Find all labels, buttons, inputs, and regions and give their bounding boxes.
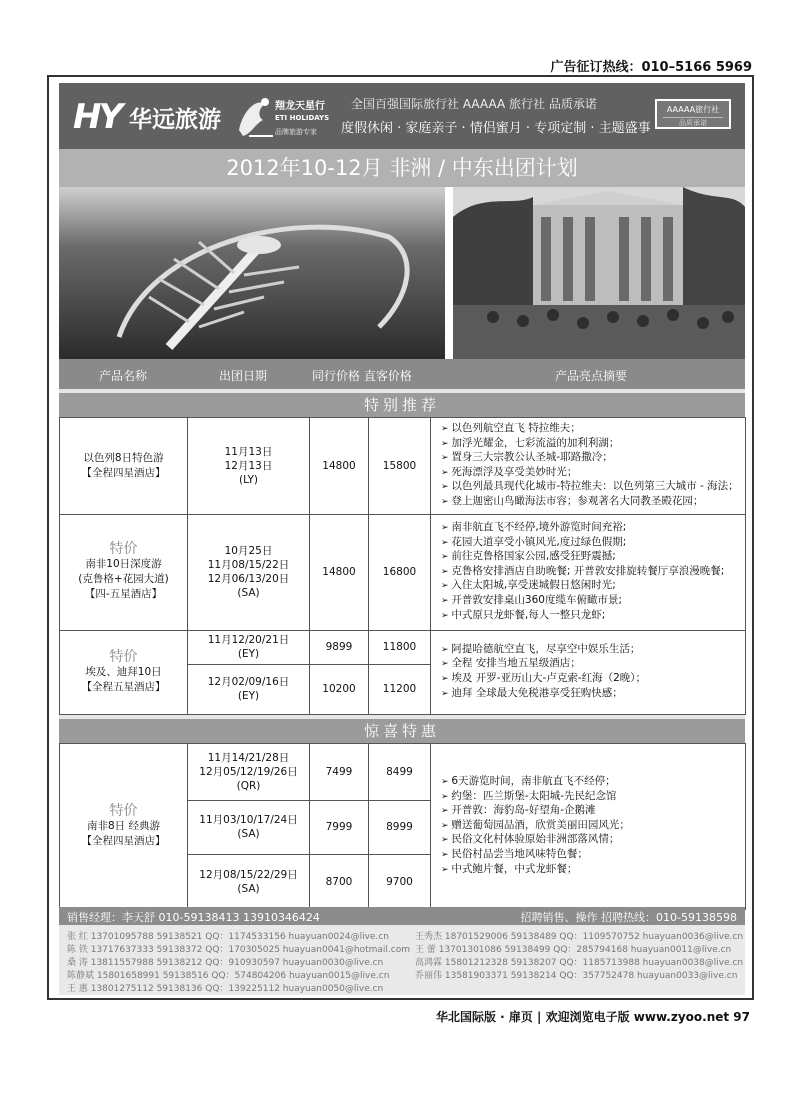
huayuan-logo-text: 华远旅游 (129, 107, 221, 133)
product-name-line: 【四-五星酒店】 (84, 588, 163, 601)
highlight-item: ➢ 迪拜 全球最大免税港享受狂购快感； (441, 687, 739, 702)
trade-price: 7999 (310, 800, 369, 854)
highlight-item: ➢ 加浮光耀金，七彩流溢的加利利湖； (441, 437, 739, 452)
tour-grid (59, 743, 746, 910)
palm-island-photo (59, 187, 445, 359)
product-name (60, 514, 188, 630)
departure-date-line: (SA) (237, 882, 260, 895)
tour-sections (59, 389, 745, 910)
slogan-line-1: 全国百强国际旅行社 AAAAA 旅行社 品质承诺 (351, 97, 597, 111)
retail-price: 11200 (369, 664, 431, 714)
product-highlights (431, 418, 746, 515)
highlight-item: ➢ 民俗村品尝当地风味特色餐； (441, 848, 739, 863)
product-name-line: 南非10日深度游 (85, 558, 162, 571)
staff-contact: 高鸿霖 15801212328 59138207 QQ：1185713988 huayuan0038@live.cn (415, 958, 744, 968)
product-name-line: (克鲁格+花园大道) (78, 573, 169, 586)
departure-dates (188, 418, 310, 515)
staff-contact: 王 蕾 13701301086 59138499 QQ：285794168 huayuan0011@live.cn (415, 945, 732, 955)
photo-strip (59, 187, 745, 359)
departure-date-line: 11月13日 (224, 445, 273, 458)
departure-date-line: 11月14/21/28日 (207, 751, 290, 764)
highlight-item: ➢ 约堡：匹兰斯堡-太阳城-先民纪念馆 (441, 790, 739, 805)
product-name-line: 【全程五星酒店】 (81, 680, 166, 693)
table-row (60, 743, 746, 800)
highlight-item: ➢ 南非航直飞不经停,境外游览时间充裕; (441, 521, 739, 536)
ad-hotline: 广告征订热线：010–5166 5969 (550, 60, 752, 75)
product-name (60, 743, 188, 909)
highlight-item: ➢ 克鲁格安排酒店自助晚餐; 开普敦安排旋转餐厅享浪漫晚餐; (441, 565, 739, 580)
brand-banner (59, 83, 745, 149)
highlight-item: ➢ 登上迦密山鸟瞰海法市容；参观著名大同教圣殿花园； (441, 495, 739, 510)
departure-dates (188, 800, 310, 854)
departure-date-line: (SA) (237, 828, 260, 841)
highlight-item: ➢ 民俗文化村体验原始非洲部落风情； (441, 833, 739, 848)
departure-date-line: 12月13日 (224, 459, 273, 472)
special-price-tag: 特价 (109, 541, 138, 558)
staff-contact: 王 惠 13801275112 59138136 QQ：139225112 huayuan0050@live.cn (67, 984, 384, 994)
table-row (60, 630, 746, 664)
header-departure-date: 出团日期 (219, 369, 268, 383)
departure-date-line: (LY) (238, 473, 259, 486)
departure-dates (188, 514, 310, 630)
contact-header (59, 907, 745, 925)
departure-dates (188, 664, 310, 714)
highlight-item: ➢ 以色列最具现代化城市-特拉维夫：以色列第三大城市 - 海法； (441, 480, 739, 495)
highlight-item: ➢ 花园大道享受小镇风光,度过绿色假期; (441, 536, 739, 551)
trade-price: 9899 (310, 630, 369, 664)
product-name-line: 以色列8日特色游 (83, 451, 164, 464)
ruins-library-photo (453, 187, 745, 359)
highlight-item: ➢ 6天游览时间，南非航直飞不经停； (441, 775, 739, 790)
departure-date-line: (EY) (237, 690, 260, 703)
contact-panel (59, 907, 745, 995)
highlight-item: ➢ 前往克鲁格国家公园,感受狂野震撼; (441, 550, 739, 565)
product-name (60, 630, 188, 714)
trade-price: 8700 (310, 854, 369, 909)
departure-date-line: 12月06/13/20日 (207, 573, 290, 586)
retail-price: 8499 (369, 743, 431, 800)
product-highlights (431, 743, 746, 909)
highlight-item: ➢ 以色列航空直飞 特拉维夫； (441, 422, 739, 437)
departure-date-line: 12月08/15/22/29日 (199, 868, 298, 881)
section-title: 惊喜特惠 (59, 715, 745, 743)
recruitment-line: 招聘销售、操作 招聘热线：010-59138598 (520, 911, 737, 924)
page-footer: 华北国际版 · 扉页 | 欢迎浏览电子版 www.zyoo.net 97 (435, 1010, 750, 1024)
table-row (60, 514, 746, 630)
product-name-line: 【全程四星酒店】 (81, 834, 166, 847)
tour-grid (59, 417, 746, 715)
advertisement-frame (47, 75, 754, 1000)
staff-contact: 王秀杰 18701529006 59138489 QQ：1109570752 huayuan0036@live.cn (415, 932, 744, 942)
page-title: 2012年10-12月 非洲 / 中东出团计划 (59, 149, 745, 187)
departure-date-line: (EY) (237, 648, 260, 661)
sales-manager: 销售经理：李天舒 010-59138413 13910346424 (67, 911, 320, 924)
special-price-tag: 特价 (109, 648, 138, 665)
slogan-line-2: 度假休闲 · 家庭亲子 · 情侣蜜月 · 专项定制 · 主题盛事 (341, 121, 651, 136)
aaaaa-badge: AAAAA旅行社 品质承诺 (655, 99, 731, 129)
retail-price: 8999 (369, 800, 431, 854)
trade-price: 10200 (310, 664, 369, 714)
header-highlights: 产品亮点摘要 (555, 369, 628, 383)
staff-contact: 张 红 13701095788 59138521 QQ：1174533156 huayuan0024@live.cn (67, 932, 389, 942)
departure-dates (188, 630, 310, 664)
trade-price: 14800 (310, 514, 369, 630)
departure-date-line: 10月25日 (224, 545, 273, 558)
highlight-item: ➢ 死海漂浮及享受美妙时光； (441, 466, 739, 481)
highlight-item: ➢ 埃及 开罗-亚历山大-卢克索-红海（2晚）； (441, 672, 739, 687)
trade-price: 7499 (310, 743, 369, 800)
highlight-item: ➢ 开普敦：海豹岛-好望角-企鹅滩 (441, 804, 739, 819)
departure-date-line: 11月03/10/17/24日 (199, 814, 298, 827)
trade-price: 14800 (310, 418, 369, 515)
section-title: 特别推荐 (59, 389, 745, 417)
product-name-line: 埃及、迪拜10日 (85, 665, 162, 678)
staff-contact: 乔丽伟 13581903371 59138214 QQ：357752478 huayuan0033@live.cn (415, 971, 738, 981)
special-price-tag: 特价 (109, 802, 138, 819)
product-name-line: 南非8日 经典游 (86, 819, 161, 832)
eti-logo-sub: 品牌旅游专家 (275, 128, 317, 136)
header-product-name: 产品名称 (99, 369, 148, 383)
retail-price: 9700 (369, 854, 431, 909)
table-header (59, 359, 745, 389)
table-row (60, 418, 746, 515)
highlight-item: ➢ 阿提哈德航空直飞，尽享空中娱乐生活； (441, 643, 739, 658)
staff-contact: 桑 涛 13811557988 59138212 QQ：910930597 huayuan0030@live.cn (67, 958, 384, 968)
highlight-item: ➢ 置身三大宗教公认圣城-耶路撒冷； (441, 451, 739, 466)
product-name-line: 【全程四星酒店】 (81, 466, 166, 479)
huayuan-logo-mark: HY (73, 97, 121, 137)
retail-price: 15800 (369, 418, 431, 515)
departure-date-line: 12月05/12/19/26日 (199, 765, 298, 778)
staff-contact: 陈静斌 15801658991 59138516 QQ：574804206 huayuan0015@live.cn (67, 971, 390, 981)
eti-logo-name: 翔龙天星行 ETI HOLIDAYS (275, 101, 330, 122)
highlight-item: ➢ 入住太阳城,享受迷城假日悠闲时光; (441, 579, 739, 594)
departure-date-line: (SA) (237, 587, 260, 600)
departure-date-line: 11月12/20/21日 (207, 634, 290, 647)
departure-dates (188, 854, 310, 909)
highlight-item: ➢ 中式鲍片餐，中式龙虾餐； (441, 863, 739, 878)
departure-date-line: 11月08/15/22日 (207, 559, 290, 572)
departure-dates (188, 743, 310, 800)
header-prices: 同行价格 直客价格 (312, 369, 412, 383)
highlight-item: ➢ 赠送葡萄园品酒，欣赏美丽田园风光； (441, 819, 739, 834)
highlight-item: ➢ 全程 安排当地五星级酒店； (441, 657, 739, 672)
retail-price: 11800 (369, 630, 431, 664)
retail-price: 16800 (369, 514, 431, 630)
highlight-item: ➢ 开普敦安排桌山360度缆车俯瞰市景; (441, 594, 739, 609)
tour-table (59, 359, 745, 910)
highlight-item: ➢ 中式原只龙虾餐,每人一整只龙虾; (441, 609, 739, 624)
product-highlights (431, 630, 746, 714)
departure-date-line: (QR) (236, 779, 261, 792)
staff-contact: 陈 铁 13717637333 59138372 QQ：170305025 huayuan0041@hotmail.com (67, 945, 410, 955)
departure-date-line: 12月02/09/16日 (207, 676, 290, 689)
product-name (60, 418, 188, 515)
product-highlights (431, 514, 746, 630)
